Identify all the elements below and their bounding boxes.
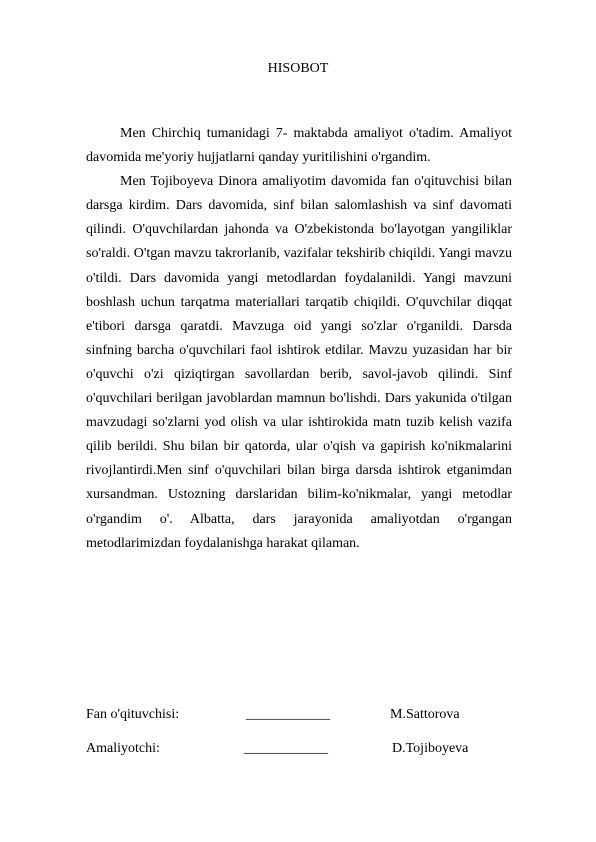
paragraph-intro: Men Chirchiq tumanidagi 7- maktabda amaliyot o'tadim. Amaliyot davomida me'yoriy hujjatlarni qanday yuritilishini o'rgandim. bbox=[86, 126, 512, 166]
signature-role: Amaliyotchi: bbox=[86, 741, 160, 756]
document-title: HISOBOT bbox=[267, 61, 329, 76]
paragraph-main: Men Tojiboyeva Dinora amaliyotim davomida fan o'qituvchisi bilan darsga kirdim. Dars davomida, sinf bilan salomlashish va sinf davomati qilindi. O'quvchilardan jahonda va O'zbekistonda bo'layotgan yangiliklar so'raldi. O'tgan mavzu takrorlanib, vazifalar tekshirib chiqildi. Yangi mavzu o'tildi. Dars davomida yangi metodlardan foydalanildi. Yangi mavzuni boshlash uchun tarqatma materiallari tarqatib chiqildi. O'quvchilar diqqat e'tibori darsga qaratdi. Mavzuga oid yangi so'zlar o'rganildi. Darsda sinfning barcha o'quvchilari faol ishtirok etdilar. Mavzu yuzasidan har bir o'quvchi o'zi qiziqtirgan savollardan berib, savol-javob qilindi. Sinf o'quvchilari berilgan javoblardan mamnun bo'lishdi. Dars yakunida o'tilgan mavzudagi so'zlarni yod olish va ular ishtirokida matn tuzib kelish vazifa qilib berildi. Shu bilan bir qatorda, ular o'qish va gapirish ko'nikmalarini rivojlantirdi.Men sinf o'quvchilari bilan birga darsda ishtirok etganimdan xursandman. Ustozning darslaridan bilim-ko'nikmalar, yangi metodlar o'rgandim o'. Albatta, dars jarayonida amaliyotdan o'rgangan metodlarimizdan foydalanishga harakat qilaman. bbox=[86, 174, 512, 551]
signature-intern bbox=[86, 741, 516, 759]
signature-teacher bbox=[86, 707, 516, 725]
report-body bbox=[86, 122, 512, 556]
signature-name: D.Tojiboyeva bbox=[392, 741, 469, 756]
signature-line: ____________ bbox=[246, 707, 330, 722]
signature-line: ____________ bbox=[244, 741, 328, 756]
signature-role: Fan o'qituvchisi: bbox=[86, 707, 180, 722]
signature-name: M.Sattorova bbox=[390, 707, 460, 722]
